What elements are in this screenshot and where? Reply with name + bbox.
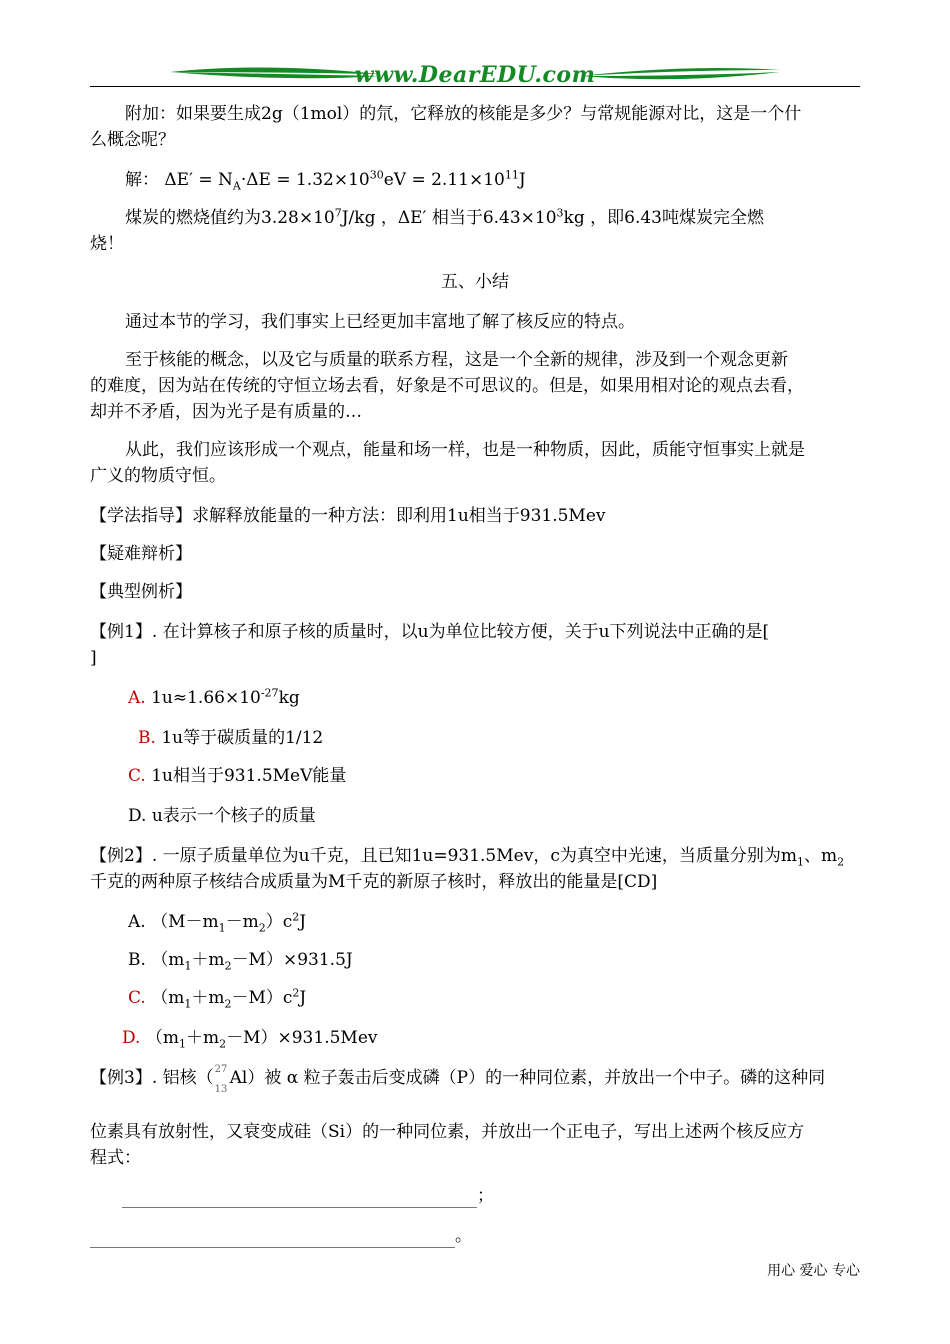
ex1-option-b: B. 1u等于碳质量的1/12: [138, 728, 324, 748]
ex2-option-b: B. $(m_1+m_2-M)\times 931.5J$: [128, 950, 353, 973]
addon-question: 附加：如果要生成2g（1mol）的氘，它释放的核能是多少？与常规能源对比，这是一个什: [125, 104, 802, 124]
ex1-option-d: D. u表示一个核子的质量: [128, 806, 316, 826]
section-title: 五、小结: [441, 272, 509, 292]
ex1-option-c: C. 1u相当于931.5MeV能量: [128, 766, 347, 786]
summary-p3-l2: 广义的物质守恒。: [90, 466, 226, 486]
ex3-answer-blank-1: ；: [122, 1184, 494, 1208]
ex1-question-cont: ]: [90, 648, 97, 668]
coal-comparison: 煤炭的燃烧值约为$3.28\times 10^7J/kg$ ，ΔE′ 相当于$6.43\times 10^3kg$ ，即6.43吨煤炭完全燃: [125, 206, 764, 228]
summary-p2-l2: 的难度，因为站在传统的守恒立场去看，好象是不可思议的。但是，如果用相对论的观点去看，: [90, 376, 804, 396]
coal-comparison-cont: 烧！: [90, 234, 124, 254]
site-logo[interactable]: www.DearEDU.com: [354, 62, 596, 88]
ex3-question: 【例3】. 铝核（ 27 13 Al）被 α 粒子轰击后变成磷（P）的一种同位素，并放出一个中子。磷的这种同: [90, 1063, 826, 1095]
addon-question-cont: 么概念呢？: [90, 130, 175, 150]
ex3-question-cont: 位素具有放射性，又衰变成硅（Si）的一种同位素，并放出一个正电子，写出上述两个核反应方: [90, 1122, 805, 1142]
summary-p2-l3: 却并不矛盾，因为光子是有质量的…: [90, 402, 362, 422]
ex2-option-c: C. $(m_1+m_2-M)c^2J$: [128, 986, 307, 1011]
ex1-question: 【例1】. 在计算核子和原子核的质量时，以u为单位比较方便，关于u下列说法中正确的是[: [90, 622, 770, 642]
ex1-option-a: A. $1u\approx 1.66\times 10^{-27}kg$: [128, 686, 300, 708]
ex2-question-cont: 千克的两种原子核结合成质量为M千克的新原子核时，释放出的能量是[CD]: [90, 872, 658, 892]
difficulty-heading: 【疑难辩析】: [90, 544, 192, 564]
summary-p1: 通过本节的学习，我们事实上已经更加丰富地了解了核反应的特点。: [125, 312, 635, 332]
summary-p2: 至于核能的概念，以及它与质量的联系方程，这是一个全新的规律，涉及到一个观念更新: [125, 350, 788, 370]
header-rule: [90, 86, 860, 87]
summary-p3: 从此，我们应该形成一个观点，能量和场一样，也是一种物质，因此，质能守恒事实上就是: [125, 440, 805, 460]
examples-heading: 【典型例析】: [90, 582, 192, 602]
header-banner: [90, 60, 860, 92]
aluminum-isotope: 27 13: [214, 1063, 228, 1095]
ex2-option-d: D. $(m_1+m_2-M)\times 931.5Mev$: [122, 1028, 378, 1051]
ex2-option-a: A. $(M-m_1-m_2)c^2J$: [128, 910, 307, 935]
footer-slogan: 用心 爱心 专心: [767, 1263, 860, 1279]
ex3-question-cont2: 程式：: [90, 1148, 141, 1168]
answer-blank-line[interactable]: [122, 1189, 477, 1208]
method-guide: 【学法指导】求解释放能量的一种方法：即利用1u相当于931.5Mev: [90, 506, 606, 526]
ex3-answer-blank-2: 。: [90, 1224, 472, 1248]
answer-blank-line[interactable]: [90, 1229, 455, 1248]
solution-line: 解： $\Delta E' = N_A\cdot\Delta E = 1.32\times 10^{30}eV = 2.11\times 10^{11}J$: [125, 168, 526, 193]
ex2-question: 【例2】. 一原子质量单位为u千克，且已知1u=931.5Mev，c为真空中光速，当质量分别为$m_1$、$m_2$: [90, 846, 845, 869]
